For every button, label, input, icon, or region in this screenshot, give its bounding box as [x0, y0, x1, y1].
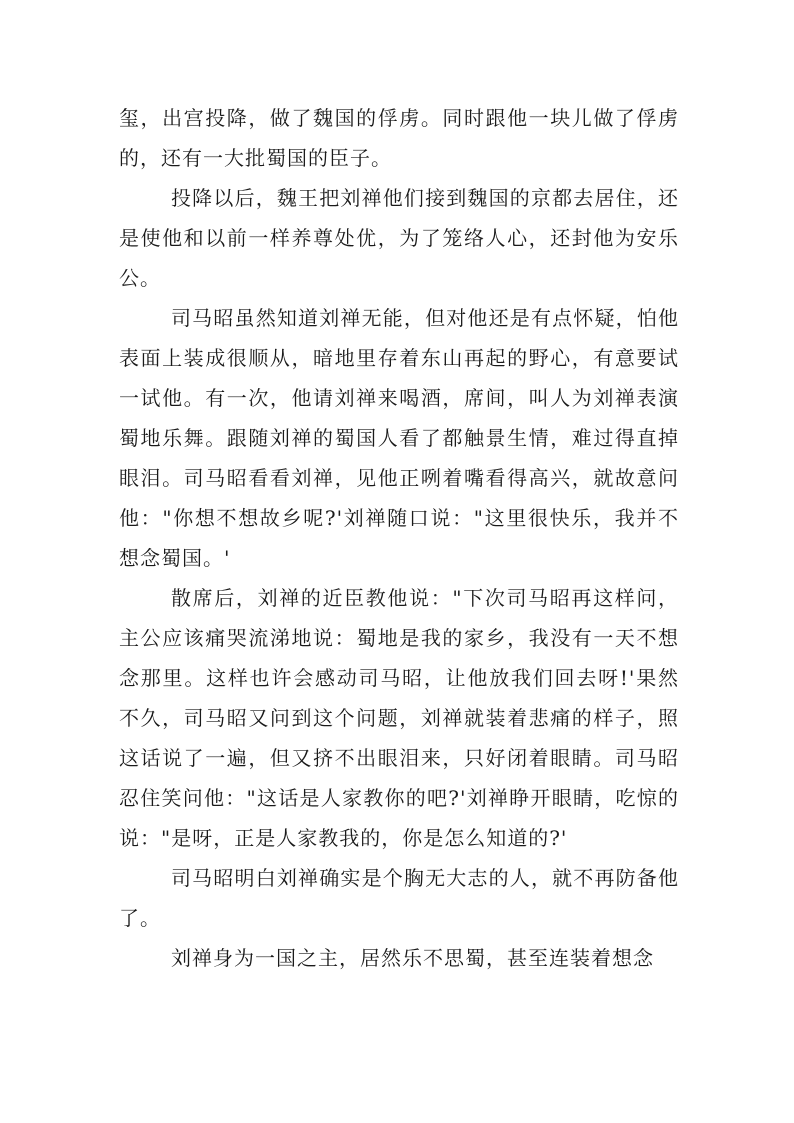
paragraph-4: 散席后，刘禅的近臣教他说："下次司马昭再这样问，主公应该痛哭流涕地说：蜀地是我的家乡，我没有一天不想念那里。这样也许会感动司马昭，让他放我们回去呀!'果然不久，司马昭又问到这个问题，刘禅就装着悲痛的样子，照这话说了一遍，但又挤不出眼泪来，只好闭着眼睛。司马昭忍住笑问他："这话是人家教你的吧?'刘禅睁开眼睛，吃惊的说："是呀，正是人家教我的，你是怎么知道的?'	[119, 586, 679, 850]
paragraph-2: 投降以后，魏王把刘禅他们接到魏国的京都去居住，还是使他和以前一样养尊处优，为了笼络人心，还封他为安乐公。	[119, 186, 679, 290]
paragraph-6: 刘禅身为一国之主，居然乐不思蜀，甚至连装着想念	[171, 946, 654, 970]
document-body	[119, 98, 679, 978]
paragraph-5: 司马昭明白刘禅确实是个胸无大志的人，就不再防备他了。	[119, 866, 679, 930]
paragraph-3: 司马昭虽然知道刘禅无能，但对他还是有点怀疑，怕他表面上装成很顺从，暗地里存着东山再起的野心，有意要试一试他。有一次，他请刘禅来喝酒，席间，叫人为刘禅表演蜀地乐舞。跟随刘禅的蜀国人看了都触景生情，难过得直掉眼泪。司马昭看看刘禅，见他正咧着嘴看得高兴，就故意问他："你想不想故乡呢?'刘禅随口说："这里很快乐，我并不想念蜀国。'	[119, 306, 679, 570]
paragraph-1: 玺，出宫投降，做了魏国的俘虏。同时跟他一块儿做了俘虏的，还有一大批蜀国的臣子。	[119, 106, 679, 170]
